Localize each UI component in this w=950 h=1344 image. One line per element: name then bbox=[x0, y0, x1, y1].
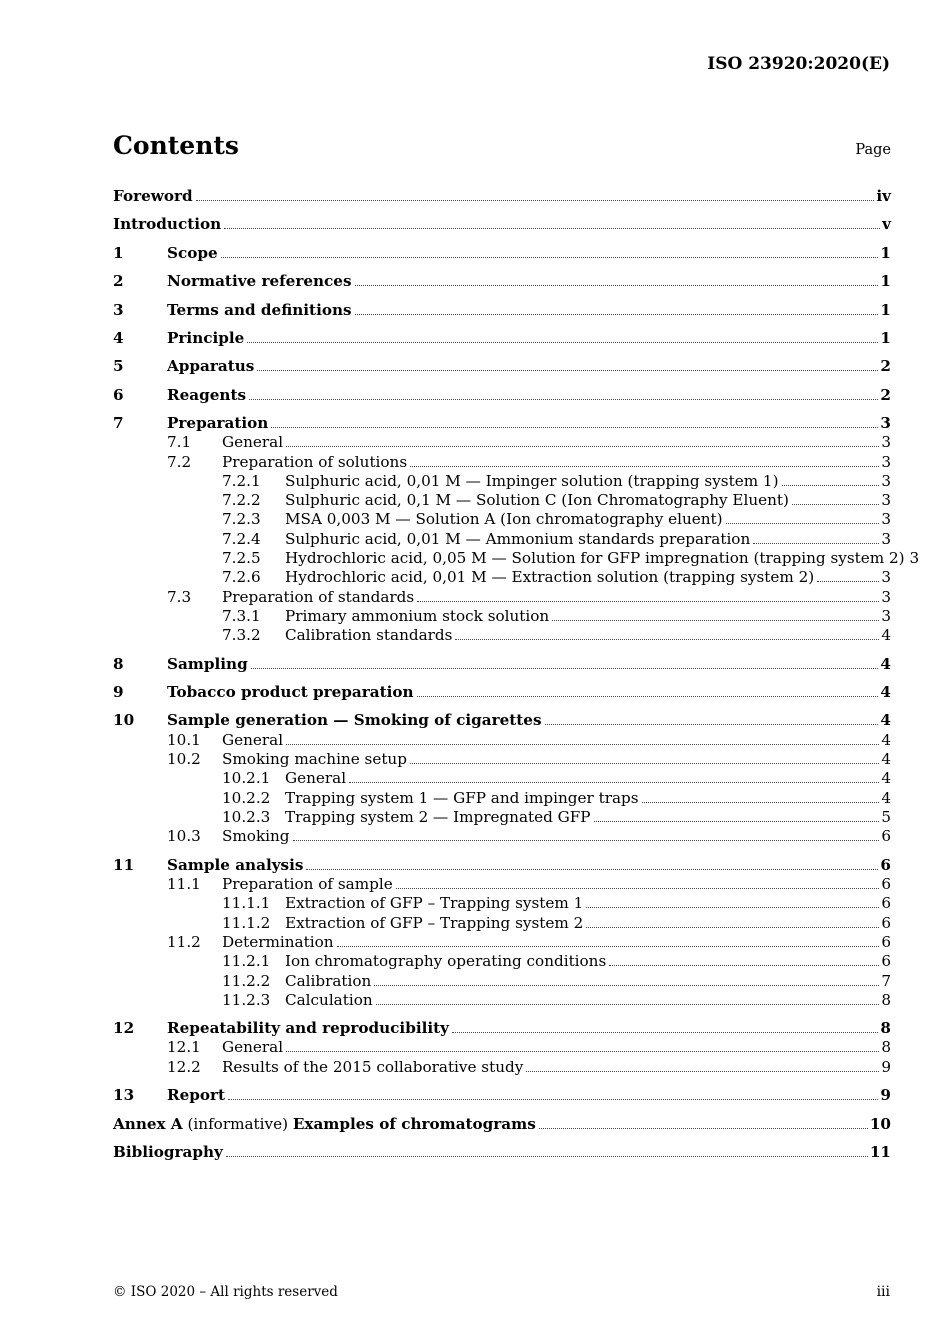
toc-entry-page: 4 bbox=[881, 731, 891, 749]
toc-entry-number: 7.2.5 bbox=[222, 549, 261, 567]
toc-entry-page: 4 bbox=[881, 750, 891, 768]
dot-leader bbox=[355, 314, 879, 315]
toc-entry-title: Sulphuric acid, 0,01 M — Impinger solution (trapping system 1) bbox=[285, 472, 779, 490]
dot-leader bbox=[374, 985, 879, 986]
toc-entry-title: Preparation of solutions bbox=[222, 453, 408, 471]
toc-entry[interactable] bbox=[113, 932, 891, 952]
toc-entry-title: Introduction bbox=[113, 215, 222, 233]
toc-entry[interactable] bbox=[113, 328, 891, 348]
toc-entry-page: 6 bbox=[881, 952, 891, 970]
toc-entry-number: 7.1 bbox=[167, 433, 192, 451]
toc-entry-page: 3 bbox=[881, 433, 891, 451]
dot-leader bbox=[586, 907, 879, 908]
toc-entry-page: 3 bbox=[880, 414, 891, 432]
document-id: ISO 23920:2020(E) bbox=[707, 54, 890, 74]
toc-entry[interactable] bbox=[113, 1114, 891, 1134]
toc-entry[interactable] bbox=[113, 471, 891, 491]
toc-entry-title: Apparatus bbox=[167, 357, 255, 375]
toc-entry-page: 5 bbox=[881, 808, 891, 826]
dot-leader bbox=[249, 399, 878, 400]
toc-entry-number: 5 bbox=[113, 357, 124, 375]
toc-entry-page: 3 bbox=[881, 588, 891, 606]
dot-leader bbox=[226, 1156, 868, 1157]
toc-entry-title: Preparation bbox=[167, 414, 269, 432]
dot-leader bbox=[355, 285, 879, 286]
toc-entry-page: 6 bbox=[881, 914, 891, 932]
toc-entry[interactable] bbox=[113, 807, 891, 827]
dot-leader bbox=[753, 543, 879, 544]
toc-entry-number: 13 bbox=[113, 1086, 135, 1104]
toc-entry-number: 9 bbox=[113, 683, 124, 701]
toc-entry-page: 4 bbox=[881, 626, 891, 644]
toc-entry-page: 3 bbox=[881, 491, 891, 509]
toc-entry-number: 11.1.2 bbox=[222, 914, 271, 932]
toc-entry[interactable] bbox=[113, 606, 891, 626]
toc-entry-title: Sulphuric acid, 0,1 M — Solution C (Ion Chromatography Eluent) bbox=[285, 491, 789, 509]
toc-entry[interactable] bbox=[113, 990, 891, 1010]
dot-leader bbox=[545, 724, 879, 725]
toc-entry-page: 4 bbox=[881, 769, 891, 787]
toc-entry-title: Principle bbox=[167, 329, 245, 347]
toc-entry-title: Terms and definitions bbox=[167, 301, 352, 319]
dot-leader bbox=[271, 427, 878, 428]
annex-label: Annex A bbox=[113, 1115, 183, 1133]
dot-leader bbox=[642, 802, 880, 803]
toc-entry[interactable] bbox=[113, 587, 891, 607]
toc-entry-number: 7 bbox=[113, 414, 124, 432]
toc-entry-title: Hydrochloric acid, 0,01 M — Extraction solution (trapping system 2) bbox=[285, 568, 815, 586]
toc-entry-page: 9 bbox=[881, 1058, 891, 1076]
dot-leader bbox=[396, 888, 880, 889]
toc-entry-number: 11.1 bbox=[167, 875, 201, 893]
toc-entry-number: 12 bbox=[113, 1019, 135, 1037]
toc-entry-title: Sample analysis bbox=[167, 856, 304, 874]
toc-entry-number: 10.2.2 bbox=[222, 789, 271, 807]
toc-entry[interactable] bbox=[113, 356, 891, 376]
dot-leader bbox=[539, 1128, 868, 1129]
toc-entry-title: Normative references bbox=[167, 272, 352, 290]
toc-entry[interactable] bbox=[113, 1142, 891, 1162]
dot-leader bbox=[224, 228, 880, 229]
dot-leader bbox=[792, 504, 879, 505]
toc-entry-page: 6 bbox=[881, 933, 891, 951]
toc-entry-title: Extraction of GFP – Trapping system 2 bbox=[285, 914, 584, 932]
dot-leader bbox=[594, 821, 880, 822]
toc-entry-title: Trapping system 1 — GFP and impinger traps bbox=[285, 789, 639, 807]
toc-entry[interactable] bbox=[113, 186, 891, 206]
toc-entry-page: 8 bbox=[880, 1019, 891, 1037]
toc-entry-number: 7.2.1 bbox=[222, 472, 261, 490]
toc-entry[interactable] bbox=[113, 509, 891, 529]
toc-entry-number: 10.3 bbox=[167, 827, 201, 845]
toc-entry-title: General bbox=[222, 433, 284, 451]
toc-entry-page: 7 bbox=[881, 972, 891, 990]
toc-entry-title: Smoking machine setup bbox=[222, 750, 407, 768]
toc-entry[interactable] bbox=[113, 625, 891, 645]
toc-entry-page: 4 bbox=[881, 789, 891, 807]
dot-leader bbox=[349, 782, 879, 783]
toc-entry-page: 9 bbox=[880, 1086, 891, 1104]
dot-leader bbox=[817, 581, 879, 582]
toc-entry[interactable] bbox=[113, 1037, 891, 1057]
toc-entry[interactable] bbox=[113, 1057, 891, 1077]
toc-entry-number: 10.2.1 bbox=[222, 769, 271, 787]
toc-entry-number: 10.1 bbox=[167, 731, 201, 749]
toc-entry-page: 6 bbox=[881, 894, 891, 912]
dot-leader bbox=[247, 342, 878, 343]
dot-leader bbox=[726, 523, 880, 524]
toc-entry-title: Reagents bbox=[167, 386, 247, 404]
toc-entry-number: 11.2.2 bbox=[222, 972, 271, 990]
toc-entry[interactable] bbox=[113, 529, 891, 549]
toc-entry-page: v bbox=[882, 215, 891, 233]
toc-entry[interactable] bbox=[113, 548, 920, 568]
toc-entry-title: MSA 0,003 M — Solution A (Ion chromatography eluent) bbox=[285, 510, 723, 528]
toc-entry[interactable] bbox=[113, 749, 891, 769]
annex-title: Examples of chromatograms bbox=[292, 1115, 536, 1133]
toc-entry-title: Determination bbox=[222, 933, 334, 951]
toc-entry-title: Hydrochloric acid, 0,05 M — Solution for GFP impregnation (trapping system 2) bbox=[285, 549, 905, 567]
dot-leader bbox=[293, 840, 880, 841]
toc-entry-number: 11.2.3 bbox=[222, 991, 271, 1009]
toc-entry-title: General bbox=[222, 1038, 284, 1056]
dot-leader bbox=[609, 965, 879, 966]
dot-leader bbox=[286, 1051, 879, 1052]
toc-entry[interactable] bbox=[113, 788, 891, 808]
toc-entry[interactable] bbox=[113, 567, 891, 587]
toc-entry[interactable] bbox=[113, 951, 891, 971]
toc-entry-page: 6 bbox=[881, 827, 891, 845]
toc-entry-title: Scope bbox=[167, 244, 218, 262]
toc-entry-title: Preparation of sample bbox=[222, 875, 393, 893]
toc-entry-title: Repeatability and reproducibility bbox=[167, 1019, 449, 1037]
toc-entry-number: 3 bbox=[113, 301, 124, 319]
toc-entry-number: 12.2 bbox=[167, 1058, 201, 1076]
toc-entry-title: Results of the 2015 collaborative study bbox=[222, 1058, 524, 1076]
dot-leader bbox=[782, 485, 880, 486]
dot-leader bbox=[455, 639, 879, 640]
toc-entry[interactable] bbox=[113, 826, 891, 846]
toc-entry-page: 1 bbox=[880, 244, 891, 262]
toc-entry[interactable] bbox=[113, 243, 891, 263]
toc-entry[interactable] bbox=[113, 413, 891, 433]
toc-entry-page: 4 bbox=[880, 655, 891, 673]
toc-entry-page: 3 bbox=[881, 472, 891, 490]
toc-entry-page: 4 bbox=[880, 711, 891, 729]
toc-entry-page: 8 bbox=[881, 991, 891, 1009]
toc-entry-title: Calculation bbox=[285, 991, 373, 1009]
toc-entry-page: 1 bbox=[880, 272, 891, 290]
toc-entry-number: 6 bbox=[113, 386, 124, 404]
toc-entry-number: 7.2.2 bbox=[222, 491, 261, 509]
toc-entry-page: 6 bbox=[880, 856, 891, 874]
toc-entry-page: 3 bbox=[881, 453, 891, 471]
toc-entry-page: 11 bbox=[869, 1143, 891, 1161]
toc-entry-page: 3 bbox=[881, 607, 891, 625]
toc-entry-number: 11.1.1 bbox=[222, 894, 271, 912]
toc-entry-number: 11 bbox=[113, 856, 135, 874]
toc-entry-number: 7.2 bbox=[167, 453, 192, 471]
dot-leader bbox=[586, 927, 879, 928]
toc-entry-number: 10.2.3 bbox=[222, 808, 271, 826]
toc-entry-page: 3 bbox=[909, 549, 920, 567]
dot-leader bbox=[196, 200, 875, 201]
dot-leader bbox=[286, 446, 879, 447]
dot-leader bbox=[552, 620, 879, 621]
annex-type: (informative) bbox=[182, 1115, 293, 1133]
toc-entry-title: Sulphuric acid, 0,01 M — Ammonium standards preparation bbox=[285, 530, 751, 548]
dot-leader bbox=[337, 946, 880, 947]
toc-entry[interactable] bbox=[113, 1085, 891, 1105]
toc-entry-page: 2 bbox=[880, 357, 891, 375]
toc-entry-title bbox=[113, 1114, 536, 1134]
toc-entry-page: 3 bbox=[881, 530, 891, 548]
dot-leader bbox=[376, 1004, 880, 1005]
toc-entry-title: Trapping system 2 — Impregnated GFP bbox=[285, 808, 591, 826]
toc-entry-title: Extraction of GFP – Trapping system 1 bbox=[285, 894, 584, 912]
toc-entry-number: 7.3.2 bbox=[222, 626, 261, 644]
toc-entry-page: 1 bbox=[880, 329, 891, 347]
dot-leader bbox=[251, 668, 879, 669]
toc-entry-number: 11.2 bbox=[167, 933, 201, 951]
dot-leader bbox=[286, 744, 879, 745]
toc-entry-number: 7.2.4 bbox=[222, 530, 261, 548]
toc-entry-page: 10 bbox=[869, 1115, 891, 1133]
page-title: Contents bbox=[113, 131, 240, 160]
toc-entry-page: iv bbox=[876, 187, 891, 205]
toc-entry-page: 3 bbox=[881, 568, 891, 586]
toc-entry[interactable] bbox=[113, 971, 891, 991]
toc-entry[interactable] bbox=[113, 710, 891, 730]
toc-entry-page: 6 bbox=[881, 875, 891, 893]
toc-entry-number: 10.2 bbox=[167, 750, 201, 768]
toc-entry-number: 12.1 bbox=[167, 1038, 201, 1056]
toc-entry[interactable] bbox=[113, 452, 891, 472]
toc-entry-title: Sample generation — Smoking of cigarettes bbox=[167, 711, 542, 729]
toc-entry-title: Foreword bbox=[113, 187, 193, 205]
toc-entry[interactable] bbox=[113, 874, 891, 894]
toc-entry-title: Sampling bbox=[167, 655, 248, 673]
toc-entry[interactable] bbox=[113, 432, 891, 452]
dot-leader bbox=[410, 466, 879, 467]
toc-entry[interactable] bbox=[113, 768, 891, 788]
toc-entry[interactable] bbox=[113, 1018, 891, 1038]
toc-entry-title: Smoking bbox=[222, 827, 290, 845]
toc-entry-title: Preparation of standards bbox=[222, 588, 415, 606]
toc-entry-number: 1 bbox=[113, 244, 124, 262]
toc-entry-number: 7.2.6 bbox=[222, 568, 261, 586]
toc-entry[interactable] bbox=[113, 490, 891, 510]
toc-entry-title: Tobacco product preparation bbox=[167, 683, 414, 701]
toc-entry-number: 10 bbox=[113, 711, 135, 729]
dot-leader bbox=[526, 1071, 879, 1072]
toc-entry-title: Ion chromatography operating conditions bbox=[285, 952, 607, 970]
page-column-label: Page bbox=[855, 142, 891, 158]
toc-entry-title: Report bbox=[167, 1086, 226, 1104]
toc-entry-title: Primary ammonium stock solution bbox=[285, 607, 550, 625]
copyright-notice: © ISO 2020 – All rights reserved bbox=[113, 1284, 338, 1300]
dot-leader bbox=[417, 601, 879, 602]
toc-entry-number: 8 bbox=[113, 655, 124, 673]
toc-entry-number: 7.3.1 bbox=[222, 607, 261, 625]
dot-leader bbox=[306, 869, 878, 870]
toc-entry[interactable] bbox=[113, 893, 891, 913]
dot-leader bbox=[257, 370, 878, 371]
toc-entry[interactable] bbox=[113, 300, 891, 320]
dot-leader bbox=[417, 696, 879, 697]
toc-entry-page: 2 bbox=[880, 386, 891, 404]
toc-entry-page: 4 bbox=[880, 683, 891, 701]
toc-entry-number: 11.2.1 bbox=[222, 952, 271, 970]
toc-entry[interactable] bbox=[113, 214, 891, 234]
toc-entry-number: 7.2.3 bbox=[222, 510, 261, 528]
toc-entry-title: General bbox=[222, 731, 284, 749]
dot-leader bbox=[221, 257, 879, 258]
toc-entry-page: 1 bbox=[880, 301, 891, 319]
toc-entry-title: General bbox=[285, 769, 347, 787]
toc-entry-number: 4 bbox=[113, 329, 124, 347]
toc-entry-number: 2 bbox=[113, 272, 124, 290]
toc-entry[interactable] bbox=[113, 730, 891, 750]
dot-leader bbox=[228, 1099, 878, 1100]
toc-entry[interactable] bbox=[113, 654, 891, 674]
toc-entry-page: 8 bbox=[881, 1038, 891, 1056]
toc-entry-number: 7.3 bbox=[167, 588, 192, 606]
toc-entry-title: Bibliography bbox=[113, 1143, 223, 1161]
toc-entry-title: Calibration bbox=[285, 972, 372, 990]
dot-leader bbox=[410, 763, 879, 764]
toc-entry[interactable] bbox=[113, 913, 891, 933]
toc-entry[interactable] bbox=[113, 855, 891, 875]
dot-leader bbox=[452, 1032, 878, 1033]
toc-entry[interactable] bbox=[113, 271, 891, 291]
toc-entry-title: Calibration standards bbox=[285, 626, 453, 644]
toc-entry[interactable] bbox=[113, 682, 891, 702]
toc-entry[interactable] bbox=[113, 385, 891, 405]
toc-entry-page: 3 bbox=[881, 510, 891, 528]
page-number: iii bbox=[876, 1284, 890, 1300]
